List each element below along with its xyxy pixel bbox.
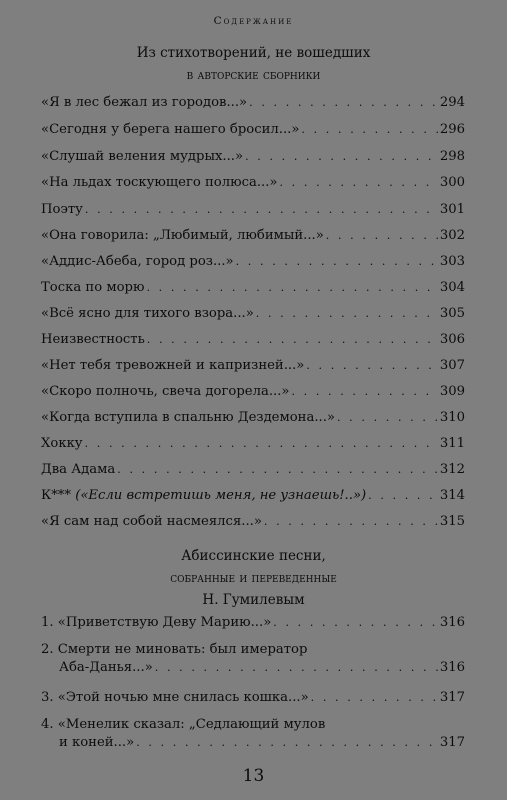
toc-entry-title: Два Адама [41, 462, 116, 477]
leader-dots [256, 305, 438, 323]
section-heading-uncollected-poems [0, 42, 507, 86]
toc-entry[interactable] [41, 174, 465, 192]
toc-entry-title: «Сегодня у берега нашего бросил...» [41, 122, 300, 137]
toc-entry[interactable] [41, 148, 465, 166]
toc-entry[interactable] [41, 461, 465, 479]
leader-dots [147, 331, 438, 349]
toc-entry[interactable] [41, 201, 465, 219]
toc-page-number: 316 [439, 660, 465, 675]
toc-entry-title: Аба-Данья...» [59, 660, 153, 675]
toc-entry-title: Тоска по морю [41, 280, 145, 295]
leader-dots [326, 227, 438, 245]
toc-page-number: 304 [439, 280, 465, 295]
toc-entry-title: «Скоро полночь, свеча догорела...» [41, 384, 290, 399]
leader-dots [155, 659, 438, 677]
toc-entry-title: 3. «Этой ночью мне снилась кошка...» [41, 690, 309, 705]
page-number: 13 [242, 766, 265, 786]
toc-entry-title: Хокку [41, 436, 83, 451]
toc-entry-title: «Когда вступила в спальню Дездемона...» [41, 410, 335, 425]
toc-page-number: 296 [439, 122, 465, 137]
toc-page-number: 294 [439, 95, 465, 110]
running-head: Содержание [213, 15, 294, 27]
toc-entry-title: «Я сам над собой насмеялся...» [41, 514, 262, 529]
leader-dots [236, 253, 438, 271]
toc-page-number: 312 [439, 462, 465, 477]
toc-entry-title: 1. «Приветствую Деву Марию...» [41, 615, 272, 630]
toc-entry[interactable] [41, 121, 465, 139]
toc-page-number: 303 [439, 254, 465, 269]
leader-dots [245, 148, 438, 166]
toc-entry-title: «Слушай веления мудрых...» [41, 149, 244, 164]
leader-dots [311, 689, 438, 707]
toc-entry-title [41, 487, 366, 505]
toc-page-number: 317 [439, 735, 465, 750]
toc-entry-title-line1: 4. «Менелик сказал: „Седлающий мулов [41, 717, 326, 732]
toc-entry[interactable] [41, 383, 465, 401]
toc-page-number: 301 [439, 202, 465, 217]
toc-page-number: 306 [439, 332, 465, 347]
toc-entry[interactable] [41, 227, 465, 245]
toc-entry[interactable] [41, 94, 465, 112]
toc-entry[interactable] [41, 513, 465, 531]
toc-entry[interactable] [41, 487, 465, 505]
toc-entry[interactable] [41, 641, 465, 677]
toc-page-number: 316 [439, 615, 465, 630]
toc-page-number: 302 [439, 228, 465, 243]
leader-dots [85, 201, 438, 219]
toc-entry[interactable] [41, 614, 465, 632]
leader-dots [291, 383, 437, 401]
leader-dots [136, 734, 438, 752]
toc-entry-title-italic: («Если встретишь меня, не узнаешь!..») [75, 488, 367, 503]
toc-page-number: 315 [439, 514, 465, 529]
toc-entry-title: «Аддис-Абеба, город роз...» [41, 254, 234, 269]
section-heading-line: Н. Гумилевым [202, 592, 305, 608]
toc-page-number: 309 [439, 384, 465, 399]
toc-entry[interactable] [41, 435, 465, 453]
toc-entry-title-prefix: К*** [41, 488, 76, 503]
toc-entry-title: Поэту [41, 202, 83, 217]
leader-dots [264, 513, 438, 531]
toc-page-number: 311 [439, 436, 465, 451]
leader-dots [117, 461, 438, 479]
toc-entry[interactable] [41, 253, 465, 271]
toc-entry-title: «На льдах тоскующего полюса...» [41, 175, 278, 190]
toc-page-number: 298 [439, 149, 465, 164]
leader-dots [249, 94, 438, 112]
toc-entry[interactable] [41, 331, 465, 349]
toc-page-number: 300 [439, 175, 465, 190]
section-heading-line: Абиссинские песни, [181, 548, 326, 564]
toc-entry[interactable] [41, 357, 465, 375]
toc-entry-title: и коней...» [59, 735, 135, 750]
toc-page-number: 317 [439, 690, 465, 705]
toc-page-number: 305 [439, 306, 465, 321]
leader-dots [306, 357, 437, 375]
toc-entry[interactable] [41, 409, 465, 427]
toc-page-number: 314 [439, 488, 465, 503]
leader-dots [301, 121, 437, 139]
toc-entry-title: «Нет тебя тревожней и капризней...» [41, 358, 305, 373]
toc-entry[interactable] [41, 689, 465, 707]
toc-entry[interactable] [41, 279, 465, 297]
leader-dots [337, 409, 438, 427]
toc-entry-title: Неизвестность [41, 332, 145, 347]
leader-dots [279, 174, 437, 192]
leader-dots [146, 279, 437, 297]
leader-dots [85, 435, 438, 453]
toc-entry-title-line1: 2. Смерти не миновать: был имератор [41, 642, 308, 657]
toc-entry[interactable] [41, 716, 465, 752]
toc-entry[interactable] [41, 305, 465, 323]
toc-entry-title: «Я в лес бежал из городов...» [41, 95, 248, 110]
section-heading-line: собранные и переведенные [170, 570, 337, 586]
toc-entry-title: «Всё ясно для тихого взора...» [41, 306, 254, 321]
leader-dots [273, 614, 438, 632]
section-heading-line: в авторские сборники [186, 67, 321, 83]
toc-page-number: 310 [439, 410, 465, 425]
section-heading-line: Из стихотворений, не вошедших [136, 45, 371, 61]
toc-entry-title: «Она говорила: „Любимый, любимый...» [41, 228, 324, 243]
leader-dots [368, 487, 438, 505]
toc-page-number: 307 [439, 358, 465, 373]
section-heading-abyssinian-songs [0, 545, 507, 611]
